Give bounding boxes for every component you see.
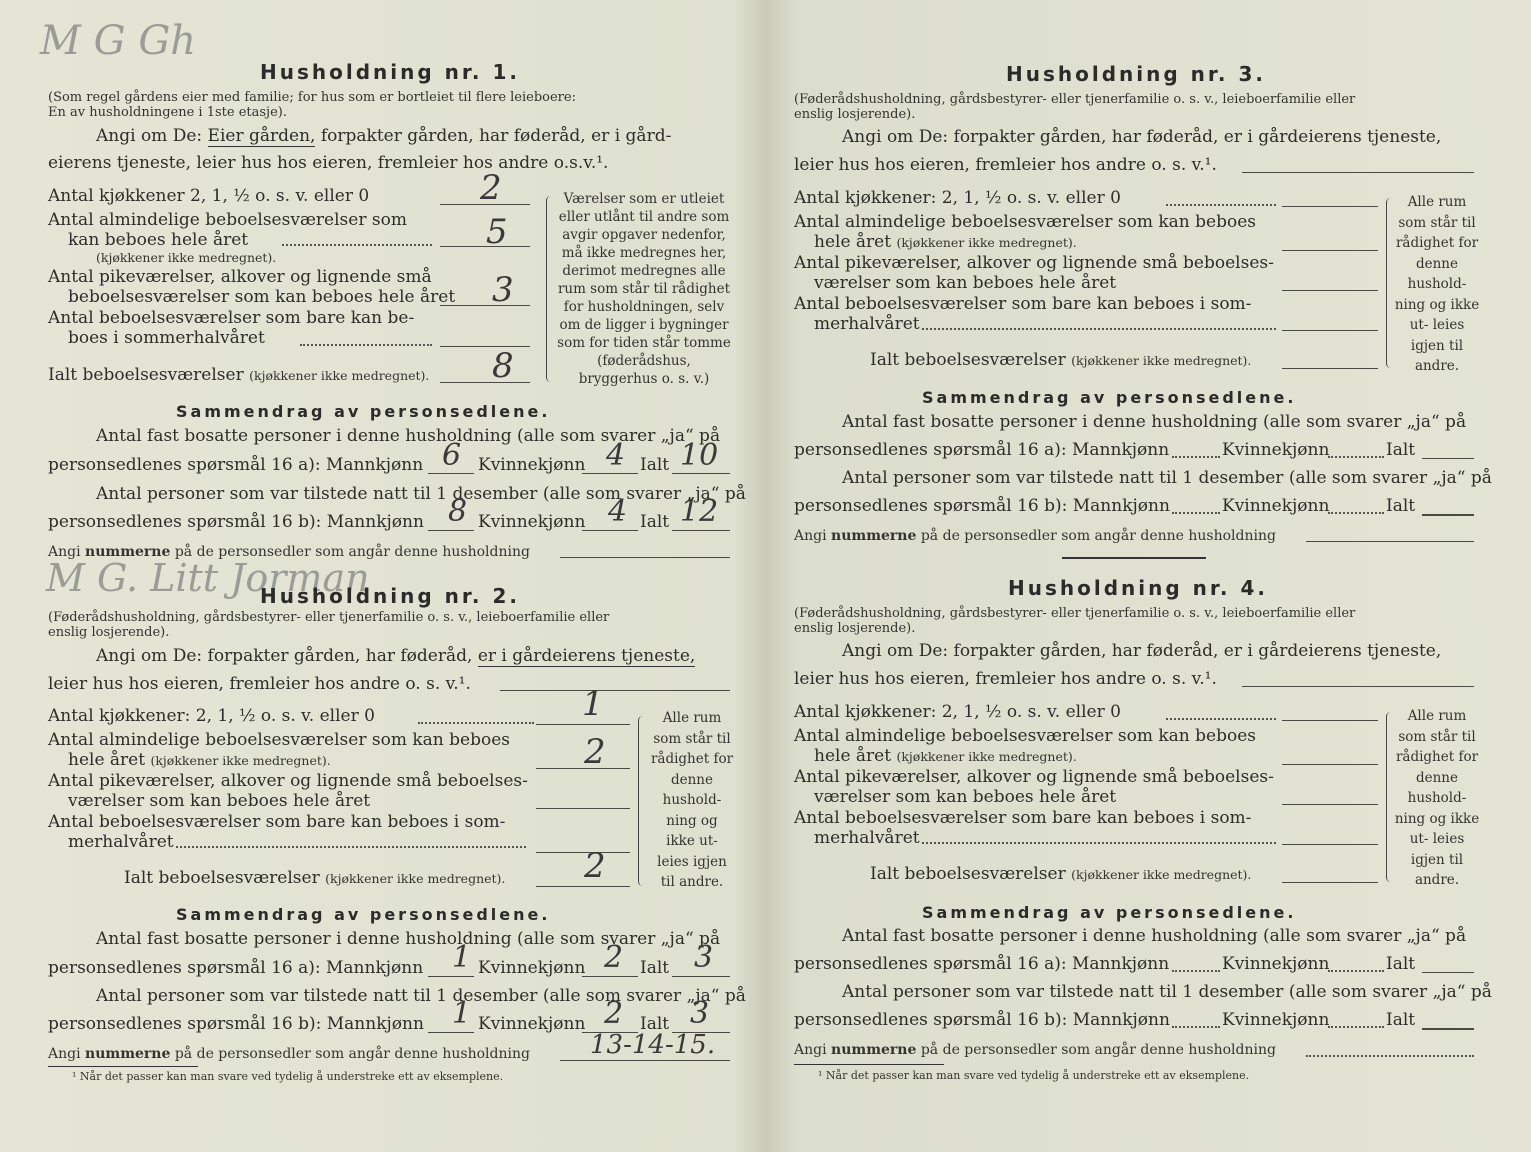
household-2-note [48,610,738,640]
rooms-note: (kjøkkener ikke medregnet). [896,235,1077,250]
nummerne-word: nummerne [831,528,917,544]
ialt-label: Ialt [640,958,670,978]
h2-kitchens-value: 1 [582,684,604,724]
h3-rooms-label-a: Antal almindelige beboelsesværelser som kan beboes [794,212,1256,232]
kvinnekjonn-label: Kvinnekjønn [1222,954,1330,974]
household-1-title: Husholdning nr. 1. [260,60,520,84]
h2-summary-a: personsedlenes spørsmål 16 a): Mannkjønn [48,958,424,978]
angi-rest: på de personsedler som angår denne husholdning [174,1046,530,1062]
h1-rooms-label-a: Antal almindelige beboelsesværelser som [48,210,407,230]
rooms-label: hele året [68,750,146,770]
h1-summer-rooms-label-a: Antal beboelsesværelser som bare kan be- [48,308,415,328]
household-3-title: Husholdning nr. 3. [1006,62,1266,86]
h2-b-women: 2 [604,996,624,1031]
rooms-note: (kjøkkener ikke medregnet). [150,753,331,768]
h1-rooms-note: (kjøkkener ikke medregnet). [96,250,277,265]
angi-word: Angi [48,1046,81,1062]
employee-option-underlined: er i gårdeierens tjeneste, [477,646,696,666]
right-page [772,0,1531,1152]
h2-person-numbers-value: 13-14-15. [590,1030,716,1060]
angi-options: Angi om De: forpakter gården, har føderåd, [96,646,473,666]
household-3-angi-line2: leier hus hos eieren, fremleier hos andre o. s. v.¹. [794,155,1217,175]
h1-maid-rooms-label-a: Antal pikeværelser, alkover og lignende små [48,267,432,287]
household-2-angi [96,646,695,666]
household-2-angi-line2: leier hus hos eieren, fremleier hos andre o. s. v.¹. [48,674,471,694]
h2-rooms-value: 2 [584,732,606,772]
h2-total-rooms-value: 2 [584,846,606,886]
h1-summary-line-1: Antal fast bosatte personer i denne husholdning (alle som svarer „ja“ på [96,426,721,446]
rooms-label: hele året [814,232,892,252]
h4-side-note: Alle rum som står til rådighet for denne hushold- ning og ikke ut- leies igjen til andre. [1394,708,1480,888]
h2-side-note: Alle rum som står til rådighet for denne hushold- ning og ikke ut- leies igjen til andre. [650,710,734,890]
h1-summary-line-3: Antal personer som var tilstede natt til 1 desember (alle som svarer „ja“ på [96,484,746,504]
h2-summary-b: personsedlenes spørsmål 16 b): Mannkjønn [48,1014,424,1034]
h3-summer-rooms-label-a: Antal beboelsesværelser som bare kan beboes i som- [794,294,1252,314]
angi-rest: på de personsedler som angår denne husholdning [920,528,1276,544]
h2-a-women: 2 [604,940,624,975]
h2-maid-rooms-label-a: Antal pikeværelser, alkover og lignende små beboelses- [48,771,528,791]
h3-total-rooms-label [870,350,1251,370]
h4-total-rooms-label [870,864,1251,884]
note-line-1: (Som regel gårdens eier med familie; for hus som er bortleiet til flere leieboere: [48,90,576,105]
angi-word: Angi [794,528,827,544]
h2-kitchens-label: Antal kjøkkener: 2, 1, ½ o. s. v. eller 0 [48,706,375,726]
h1-summary-title: Sammendrag av personsedlene. [176,402,551,421]
h3-summary-line-3: Antal personer som var tilstede natt til 1 desember (alle som svarer „ja“ på [842,468,1492,488]
household-4-angi-line2: leier hus hos eieren, fremleier hos andre o. s. v.¹. [794,669,1217,689]
total-note: (kjøkkener ikke medregnet). [1071,353,1252,368]
kvinnekjonn-label: Kvinnekjønn [478,958,586,978]
ialt-label: Ialt [1386,496,1416,516]
household-2-title: Husholdning nr. 2. [260,584,520,608]
note-line-1: (Føderådshusholdning, gårdsbestyrer- eller tjenerfamilie o. s. v., leieboerfamilie eller [794,92,1356,107]
angi-word: Angi [794,1042,827,1058]
h1-brace [546,196,555,382]
kvinnekjonn-label: Kvinnekjønn [1222,440,1330,460]
h3-kitchens-label: Antal kjøkkener: 2, 1, ½ o. s. v. eller 0 [794,188,1121,208]
h3-summary-line-1: Antal fast bosatte personer i denne husholdning (alle som svarer „ja“ på [842,412,1467,432]
note-line-2: enslig losjerende). [48,625,170,640]
h4-summary-line-3: Antal personer som var tilstede natt til 1 desember (alle som svarer „ja“ på [842,982,1492,1002]
h2-total-rooms-label [124,868,505,888]
h3-rooms-label-b [814,232,1077,252]
h3-summary-title: Sammendrag av personsedlene. [922,388,1297,407]
household-4-angi: Angi om De: forpakter gården, har føderåd, er i gårdeierens tjeneste, [842,641,1442,661]
h3-summary-a: personsedlenes spørsmål 16 a): Mannkjønn [794,440,1170,460]
h3-side-note: Alle rum som står til rådighet for denne hushold- ning og ikke ut- leies igjen til andre. [1394,194,1480,374]
angi-word: Angi [48,544,81,560]
h1-summary-b: personsedlenes spørsmål 16 b): Mannkjønn [48,512,424,532]
total-label: Ialt beboelsesværelser [48,365,244,385]
h3-maid-rooms-label-b: værelser som kan beboes hele året [814,273,1117,293]
h2-b-total: 3 [690,996,710,1031]
h4-kitchens-label: Antal kjøkkener: 2, 1, ½ o. s. v. eller 0 [794,702,1121,722]
h1-summary-a [48,455,423,475]
h1-b-total: 12 [680,494,719,529]
h4-maid-rooms-label-a: Antal pikeværelser, alkover og lignende små beboelses- [794,767,1274,787]
ialt-label: Ialt [640,1014,670,1034]
h1-a-men: 6 [442,438,462,473]
owner-option-underlined: Eier gården, [207,126,316,146]
h1-side-note: Værelser som er utleiet eller utlånt til andre som avgir opgaver nedenfor, må ikke medregnes her, derimot medregnes alle rum som står til rådighet for husholdningen, selv om de ligger i bygninger som for tiden står tomme (føderådshus, bryggerhus o. s. v.) [557,191,731,387]
h3-person-numbers [794,528,1276,544]
rooms-label: hele året [814,746,892,766]
left-page [0,0,760,1152]
angi-options: forpakter gården, har føderåd, er i gård- [320,126,672,146]
kvinnekjonn-label: Kvinnekjønn [478,1014,586,1034]
household-4-note [794,606,1484,636]
total-note: (kjøkkener ikke medregnet). [1071,867,1252,882]
h2-person-numbers [48,1046,530,1062]
h1-summer-rooms-label-b: boes i sommerhalvåret [68,328,265,348]
h2-summary-line-3: Antal personer som var tilstede natt til 1 desember (alle som svarer „ja“ på [96,986,746,1006]
angi-label: Angi om De: [96,126,203,146]
left-footnote: ¹ Når det passer kan man svare ved tydelig å understreke ett av eksemplene. [72,1070,504,1083]
h2-maid-rooms-label-b: værelser som kan beboes hele året [68,791,371,811]
note-line-2: enslig losjerende). [794,621,916,636]
h3-maid-rooms-label-a: Antal pikeværelser, alkover og lignende små beboelses- [794,253,1274,273]
angi-rest: på de personsedler som angår denne husholdning [920,1042,1276,1058]
household-1-angi-line2: eierens tjeneste, leier hus hos eieren, fremleier hos andre o.s.v.¹. [48,153,609,173]
h1-total-rooms-value: 8 [492,346,514,386]
h2-rooms-label-a: Antal almindelige beboelsesværelser som kan beboes [48,730,510,750]
ialt-label: Ialt [1386,1010,1416,1030]
h4-summer-rooms-label-b: merhalvåret [814,828,920,848]
kvinnekjonn-label: Kvinnekjønn [478,455,586,475]
household-1-angi [96,126,671,146]
h4-summary-b: personsedlenes spørsmål 16 b): Mannkjønn [794,1010,1170,1030]
total-label: Ialt beboelsesværelser [124,868,320,888]
h3-summer-rooms-label-b: merhalvåret [814,314,920,334]
note-line-2: En av husholdningene i 1ste etasje). [48,105,287,120]
h1-kitchens-label: Antal kjøkkener 2, 1, ½ o. s. v. eller 0 [48,186,370,206]
rooms-note: (kjøkkener ikke medregnet). [896,749,1077,764]
h1-rooms-label-b: kan beboes hele året [68,230,249,250]
h2-summary-line-1: Antal fast bosatte personer i denne husholdning (alle som svarer „ja“ på [96,929,721,949]
h4-rooms-label-a: Antal almindelige beboelsesværelser som kan beboes [794,726,1256,746]
ialt-label: Ialt [1386,954,1416,974]
ialt-label: Ialt [640,455,670,475]
ialt-label: Ialt [1386,440,1416,460]
household-3-note [794,92,1484,122]
pencil-annotation-top: M G Gh [40,18,197,64]
h1-b-women: 4 [608,494,628,529]
kvinnekjonn-label: Kvinnekjønn [1222,496,1330,516]
nummerne-word: nummerne [831,1042,917,1058]
h2-summer-rooms-label-a: Antal beboelsesværelser som bare kan beboes i som- [48,812,506,832]
pencil-annotation-mid: M G. Litt Jorman [46,556,370,600]
h3-summary-b: personsedlenes spørsmål 16 b): Mannkjønn [794,496,1170,516]
household-1-note [48,90,730,120]
h2-summer-rooms-label-b: merhalvåret [68,832,174,852]
h2-a-men: 1 [452,940,472,975]
note-line-2: enslig losjerende). [794,107,916,122]
ialt-label: Ialt [640,512,670,532]
total-note: (kjøkkener ikke medregnet). [325,871,506,886]
total-note: (kjøkkener ikke medregnet). [249,368,430,383]
h1-kitchens-value: 2 [480,168,502,208]
h4-summary-line-1: Antal fast bosatte personer i denne husholdning (alle som svarer „ja“ på [842,926,1467,946]
h1-maid-rooms-value: 3 [492,270,514,310]
kvinnekjonn-label: Kvinnekjønn [478,512,586,532]
h2-b-men: 1 [452,996,472,1031]
h1-a-women: 4 [606,438,626,473]
h1-total-rooms-label [48,365,429,385]
h4-summary-title: Sammendrag av personsedlene. [922,903,1297,922]
angi-rest: på de personsedler som angår denne husholdning [174,544,530,560]
h1-a-total: 10 [680,438,719,473]
h4-summer-rooms-label-a: Antal beboelsesværelser som bare kan beboes i som- [794,808,1252,828]
mannkjonn-label: personsedlenes spørsmål 16 a): Mannkjønn [48,455,424,475]
h4-rooms-label-b [814,746,1077,766]
kvinnekjonn-label: Kvinnekjønn [1222,1010,1330,1030]
h4-person-numbers [794,1042,1276,1058]
nummerne-word: nummerne [85,1046,171,1062]
h1-maid-rooms-label-b: beboelsesværelser som kan beboes hele året [68,287,456,307]
note-line-1: (Føderådshusholdning, gårdsbestyrer- eller tjenerfamilie o. s. v., leieboerfamilie eller [48,610,610,625]
right-footnote: ¹ Når det passer kan man svare ved tydelig å understreke ett av eksemplene. [818,1069,1250,1082]
household-4-title: Husholdning nr. 4. [1008,576,1268,600]
note-line-1: (Føderådshusholdning, gårdsbestyrer- eller tjenerfamilie o. s. v., leieboerfamilie eller [794,606,1356,621]
h1-rooms-value: 5 [486,212,508,252]
total-label: Ialt beboelsesværelser [870,350,1066,370]
total-label: Ialt beboelsesværelser [870,864,1066,884]
nummerne-word: nummerne [85,544,171,560]
h4-summary-a: personsedlenes spørsmål 16 a): Mannkjønn [794,954,1170,974]
h2-summary-title: Sammendrag av personsedlene. [176,905,551,924]
h2-rooms-label-b [68,750,331,770]
h1-b-men: 8 [448,494,468,529]
h4-maid-rooms-label-b: værelser som kan beboes hele året [814,787,1117,807]
h2-a-total: 3 [694,940,714,975]
h2-brace [638,716,647,886]
household-3-angi: Angi om De: forpakter gården, har føderåd, er i gårdeierens tjeneste, [842,127,1442,147]
